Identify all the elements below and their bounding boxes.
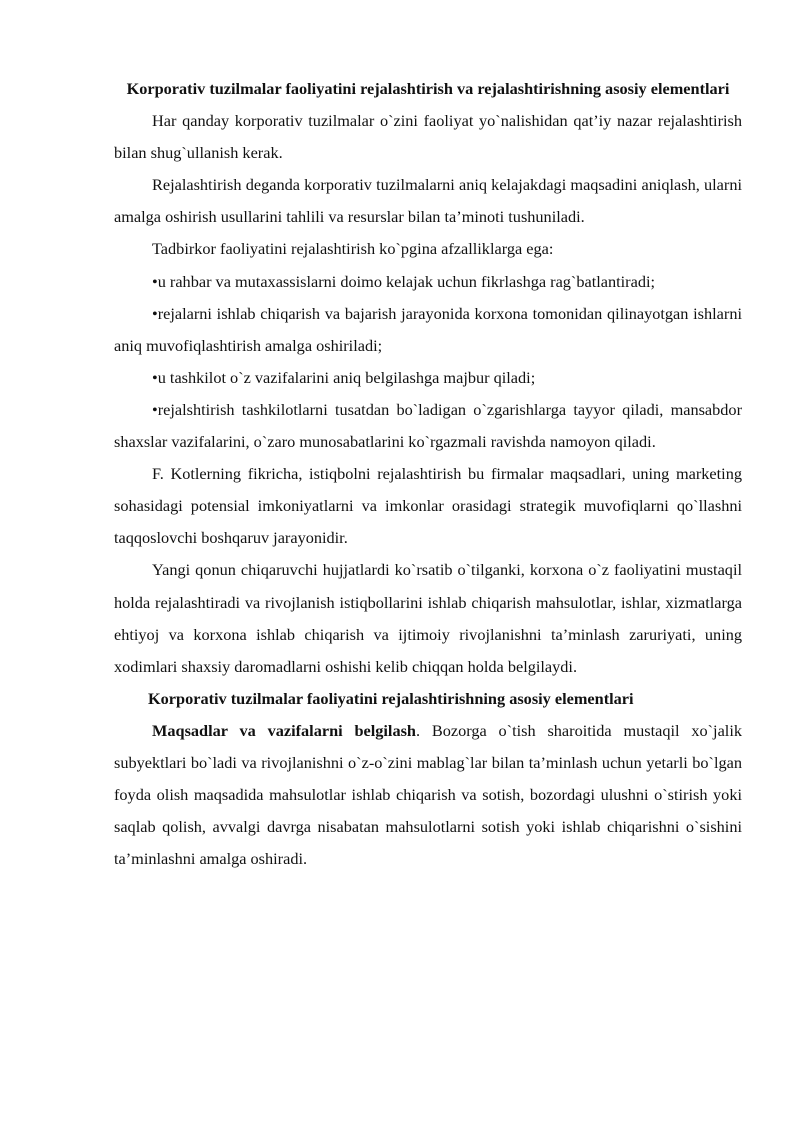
bullet-marker: •	[152, 271, 158, 291]
paragraph: F. Kotlerning fikricha, istiqbolni rejalashtirish bu firmalar maqsadlari, uning marketing sohasidagi potensial imkoniyatlarni va imkonlar orasidagi strategik muvofiqlarni qo`llashni taqqoslovchi boshqaruv jarayonidir.	[114, 464, 742, 548]
bullet-item	[114, 266, 742, 298]
bullet-text: rejalarni ishlab chiqarish va bajarish jarayonida korxona tomonidan qilinayotgan ishlarni aniq muvofiqlashtirish amalga oshiriladi;	[114, 303, 742, 355]
paragraph: Yangi qonun chiqaruvchi hujjatlardi ko`rsatib o`tilganki, korxona o`z faoliyatini mustaqil holda rejalashtiradi va rivojlanish istiqbollarini ishlab chiqarish mahsulotlar, ishlar, xizmatlarga ehtiyoj va korxona ishlab chiqarish va ijtimoiy rivojlanishni ta’minlash zaruriyati, uning xodimlari shaxsiy daromadlarni oshishi kelib chiqqan holda belgilaydi.	[114, 560, 742, 676]
paragraph: Rejalashtirish deganda korporativ tuzilmalarni aniq kelajakdagi maqsadini aniqlash, ularni amalga oshirish usullarini tahlili va resurslar bilan ta’minoti tushuniladi.	[114, 175, 742, 227]
bullet-item	[114, 394, 742, 458]
document-page	[114, 73, 742, 875]
bullet-item	[114, 362, 742, 394]
bullet-text: rejalshtirish tashkilotlarni tusatdan bo`ladigan o`zgarishlarga tayyor qiladi, mansabdor shaxslar vazifalarini, o`zaro munosabatlarini ko`rgazmali ravishda namoyon qiladi.	[114, 399, 742, 452]
paragraph: Tadbirkor faoliyatini rejalashtirish ko`pgina afzalliklarga ega:	[152, 239, 554, 259]
paragraph: Har qanday korporativ tuzilmalar o`zini faoliyat yo`nalishidan qat’iy nazar rejalashtirish bilan shug`ullanish kerak.	[114, 111, 742, 163]
bullet-marker: •	[152, 367, 158, 387]
bullet-text: u rahbar va mutaxassislarni doimo kelajak uchun fikrlashga rag`batlantiradi;	[157, 271, 656, 291]
bullet-item	[114, 298, 742, 362]
paragraph-text: . Bozorga o`tish sharoitida mustaqil xo`jalik subyektlari bo`ladi va rivojlanishni o`z-o`zini mablag`lar bilan ta’minlash uchun yetarli bo`lgan foyda olish maqsadida mahsulotlar ishlab chiqarish va sotish, bozordagi ulushni o`stirish yoki saqlab qolish, avvalgi davrga nisabatan mahsulotlarni sotish yoki ishlab chiqarishni o`sishini ta’minlashni amalga oshiradi.	[114, 720, 742, 869]
bullet-marker: •	[152, 303, 158, 323]
document-title: Korporativ tuzilmalar faoliyatini rejalashtirish va rejalashtirishning asosiy elementlari	[126, 79, 730, 98]
bullet-marker: •	[152, 399, 158, 419]
paragraph-lead: Maqsadlar va vazifalarni belgilash	[152, 720, 416, 740]
section-subheading: Korporativ tuzilmalar faoliyatini rejalashtirishning asosiy elementlari	[148, 688, 634, 708]
bullet-text: u tashkilot o`z vazifalarini aniq belgilashga majbur qiladi;	[157, 367, 536, 387]
paragraph	[114, 715, 742, 875]
